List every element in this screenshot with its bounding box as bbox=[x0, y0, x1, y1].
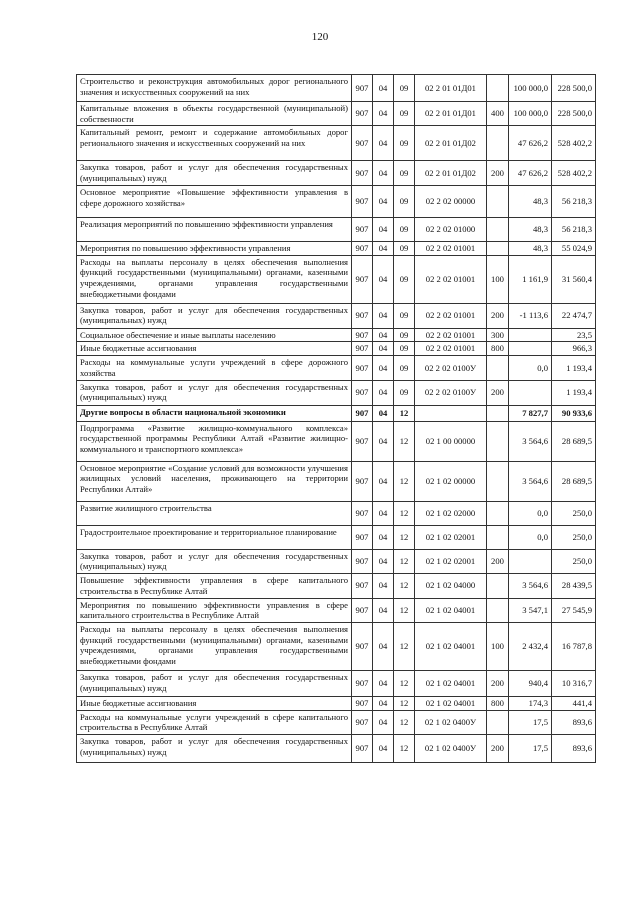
cell-admin-code: 907 bbox=[352, 328, 373, 342]
cell-target-article: 02 2 02 0100У bbox=[415, 356, 487, 380]
table-row bbox=[77, 185, 596, 217]
cell-admin-code: 907 bbox=[352, 461, 373, 501]
cell-name: Мероприятия по повышению эффективности управления bbox=[77, 241, 352, 255]
cell-name: Строительство и реконструкция автомобильных дорог регионального значения и искусственных сооружений на них bbox=[77, 75, 352, 102]
table-row bbox=[77, 342, 596, 356]
cell-expense-type bbox=[487, 525, 509, 549]
cell-section: 04 bbox=[373, 356, 394, 380]
cell-change-amount: 7 827,7 bbox=[509, 405, 552, 421]
cell-section: 04 bbox=[373, 303, 394, 328]
cell-admin-code: 907 bbox=[352, 598, 373, 622]
cell-subsection: 12 bbox=[394, 525, 415, 549]
cell-expense-type bbox=[487, 126, 509, 161]
cell-expense-type bbox=[487, 598, 509, 622]
cell-section: 04 bbox=[373, 328, 394, 342]
cell-name: Расходы на коммунальные услуги учреждений в сфере дорожного хозяйства bbox=[77, 356, 352, 380]
cell-total-amount: 56 218,3 bbox=[552, 185, 596, 217]
cell-section: 04 bbox=[373, 185, 394, 217]
table-row bbox=[77, 710, 596, 734]
cell-total-amount: 27 545,9 bbox=[552, 598, 596, 622]
cell-target-article: 02 1 02 04001 bbox=[415, 598, 487, 622]
cell-total-amount: 56 218,3 bbox=[552, 217, 596, 241]
cell-target-article: 02 1 02 02000 bbox=[415, 501, 487, 525]
cell-total-amount: 250,0 bbox=[552, 525, 596, 549]
cell-expense-type: 100 bbox=[487, 623, 509, 671]
cell-expense-type bbox=[487, 501, 509, 525]
table-row bbox=[77, 671, 596, 697]
cell-total-amount: 28 439,5 bbox=[552, 574, 596, 598]
cell-target-article: 02 1 02 0400У bbox=[415, 710, 487, 734]
cell-total-amount: 31 560,4 bbox=[552, 255, 596, 303]
cell-name: Градостроительное проектирование и территориальное планирование bbox=[77, 525, 352, 549]
cell-name: Расходы на выплаты персоналу в целях обеспечения выполнения функций государственными (муниципальными) органами, казенными учреждениями, органами управления государственными внебюджетными фондами bbox=[77, 623, 352, 671]
cell-change-amount: 3 547,1 bbox=[509, 598, 552, 622]
cell-section: 04 bbox=[373, 342, 394, 356]
cell-change-amount: -1 113,6 bbox=[509, 303, 552, 328]
cell-target-article: 02 1 02 04001 bbox=[415, 623, 487, 671]
cell-change-amount: 0,0 bbox=[509, 525, 552, 549]
cell-total-amount: 16 787,8 bbox=[552, 623, 596, 671]
table-row bbox=[77, 421, 596, 461]
cell-target-article: 02 2 01 01Д01 bbox=[415, 75, 487, 102]
cell-subsection: 09 bbox=[394, 356, 415, 380]
cell-target-article bbox=[415, 405, 487, 421]
cell-change-amount bbox=[509, 328, 552, 342]
cell-target-article: 02 1 02 04001 bbox=[415, 697, 487, 711]
cell-total-amount: 23,5 bbox=[552, 328, 596, 342]
cell-expense-type: 200 bbox=[487, 735, 509, 763]
cell-section: 04 bbox=[373, 501, 394, 525]
cell-expense-type bbox=[487, 75, 509, 102]
cell-subsection: 09 bbox=[394, 126, 415, 161]
cell-subsection: 12 bbox=[394, 549, 415, 573]
cell-total-amount: 1 193,4 bbox=[552, 356, 596, 380]
cell-admin-code: 907 bbox=[352, 574, 373, 598]
cell-expense-type bbox=[487, 710, 509, 734]
cell-name: Основное мероприятие «Повышение эффективности управления в сфере дорожного хозяйства» bbox=[77, 185, 352, 217]
cell-name: Подпрограмма «Развитие жилищно-коммунального комплекса» государственной программы Республики Алтай «Развитие жилищно-коммунального и транспортного комплекса» bbox=[77, 421, 352, 461]
cell-section: 04 bbox=[373, 241, 394, 255]
cell-target-article: 02 2 02 01000 bbox=[415, 217, 487, 241]
cell-section: 04 bbox=[373, 598, 394, 622]
cell-change-amount: 2 432,4 bbox=[509, 623, 552, 671]
cell-section: 04 bbox=[373, 623, 394, 671]
cell-change-amount: 174,3 bbox=[509, 697, 552, 711]
cell-subsection: 12 bbox=[394, 461, 415, 501]
cell-subsection: 09 bbox=[394, 102, 415, 126]
cell-name: Развитие жилищного строительства bbox=[77, 501, 352, 525]
cell-total-amount: 528 402,2 bbox=[552, 126, 596, 161]
cell-name: Расходы на коммунальные услуги учреждений в сфере капитального строительства в Республике Алтай bbox=[77, 710, 352, 734]
budget-table-body bbox=[77, 75, 596, 763]
cell-admin-code: 907 bbox=[352, 342, 373, 356]
table-row bbox=[77, 461, 596, 501]
cell-expense-type bbox=[487, 461, 509, 501]
cell-change-amount: 0,0 bbox=[509, 356, 552, 380]
cell-section: 04 bbox=[373, 126, 394, 161]
cell-name: Расходы на выплаты персоналу в целях обеспечения выполнения функций государственными (муниципальными) органами, казенными учреждениями, органами управления государственными внебюджетными фондами bbox=[77, 255, 352, 303]
cell-expense-type bbox=[487, 217, 509, 241]
cell-subsection: 12 bbox=[394, 405, 415, 421]
cell-subsection: 12 bbox=[394, 697, 415, 711]
cell-target-article: 02 2 02 01001 bbox=[415, 342, 487, 356]
cell-change-amount: 3 564,6 bbox=[509, 461, 552, 501]
cell-admin-code: 907 bbox=[352, 549, 373, 573]
table-row bbox=[77, 126, 596, 161]
cell-total-amount: 893,6 bbox=[552, 735, 596, 763]
cell-admin-code: 907 bbox=[352, 421, 373, 461]
cell-section: 04 bbox=[373, 161, 394, 185]
cell-change-amount: 17,5 bbox=[509, 735, 552, 763]
cell-total-amount: 966,3 bbox=[552, 342, 596, 356]
cell-subsection: 12 bbox=[394, 501, 415, 525]
cell-admin-code: 907 bbox=[352, 185, 373, 217]
cell-change-amount: 48,3 bbox=[509, 185, 552, 217]
cell-subsection: 12 bbox=[394, 421, 415, 461]
cell-name: Закупка товаров, работ и услуг для обеспечения государственных (муниципальных) нужд bbox=[77, 671, 352, 697]
cell-name: Повышение эффективности управления в сфере капитального строительства в Республике Алтай bbox=[77, 574, 352, 598]
cell-name: Социальное обеспечение и иные выплаты населению bbox=[77, 328, 352, 342]
cell-subsection: 12 bbox=[394, 598, 415, 622]
cell-subsection: 09 bbox=[394, 185, 415, 217]
cell-total-amount: 10 316,7 bbox=[552, 671, 596, 697]
table-row bbox=[77, 303, 596, 328]
cell-total-amount: 228 500,0 bbox=[552, 75, 596, 102]
budget-table bbox=[76, 74, 596, 763]
cell-target-article: 02 1 02 04001 bbox=[415, 671, 487, 697]
cell-total-amount: 250,0 bbox=[552, 549, 596, 573]
cell-name: Основное мероприятие «Создание условий для возможности улучшения жилищных условий населения, проживающего на территории Республики Алтай» bbox=[77, 461, 352, 501]
table-row bbox=[77, 217, 596, 241]
cell-target-article: 02 1 02 02001 bbox=[415, 525, 487, 549]
cell-section: 04 bbox=[373, 255, 394, 303]
cell-subsection: 12 bbox=[394, 710, 415, 734]
cell-name: Закупка товаров, работ и услуг для обеспечения государственных (муниципальных) нужд bbox=[77, 735, 352, 763]
cell-subsection: 12 bbox=[394, 671, 415, 697]
cell-total-amount: 22 474,7 bbox=[552, 303, 596, 328]
table-row bbox=[77, 356, 596, 380]
cell-subsection: 09 bbox=[394, 380, 415, 405]
cell-name: Другие вопросы в области национальной экономики bbox=[77, 405, 352, 421]
cell-expense-type: 800 bbox=[487, 697, 509, 711]
cell-subsection: 09 bbox=[394, 303, 415, 328]
cell-expense-type: 800 bbox=[487, 342, 509, 356]
cell-section: 04 bbox=[373, 735, 394, 763]
cell-change-amount: 100 000,0 bbox=[509, 102, 552, 126]
table-row bbox=[77, 598, 596, 622]
cell-total-amount: 55 024,9 bbox=[552, 241, 596, 255]
cell-name: Иные бюджетные ассигнования bbox=[77, 342, 352, 356]
cell-change-amount: 48,3 bbox=[509, 241, 552, 255]
cell-subsection: 09 bbox=[394, 328, 415, 342]
cell-target-article: 02 1 00 00000 bbox=[415, 421, 487, 461]
cell-section: 04 bbox=[373, 217, 394, 241]
cell-admin-code: 907 bbox=[352, 161, 373, 185]
cell-total-amount: 90 933,6 bbox=[552, 405, 596, 421]
cell-change-amount: 100 000,0 bbox=[509, 75, 552, 102]
cell-admin-code: 907 bbox=[352, 217, 373, 241]
table-row bbox=[77, 623, 596, 671]
table-row bbox=[77, 525, 596, 549]
cell-admin-code: 907 bbox=[352, 623, 373, 671]
cell-name: Капитальный ремонт, ремонт и содержание автомобильных дорог регионального значения и искусственных сооружений на них bbox=[77, 126, 352, 161]
cell-expense-type: 100 bbox=[487, 255, 509, 303]
cell-change-amount: 3 564,6 bbox=[509, 421, 552, 461]
cell-target-article: 02 1 02 0400У bbox=[415, 735, 487, 763]
cell-expense-type: 200 bbox=[487, 671, 509, 697]
cell-expense-type: 200 bbox=[487, 303, 509, 328]
page-number: 120 bbox=[311, 31, 329, 43]
cell-total-amount: 28 689,5 bbox=[552, 461, 596, 501]
table-row bbox=[77, 405, 596, 421]
cell-expense-type bbox=[487, 356, 509, 380]
cell-admin-code: 907 bbox=[352, 710, 373, 734]
cell-target-article: 02 2 02 01001 bbox=[415, 241, 487, 255]
cell-change-amount: 0,0 bbox=[509, 501, 552, 525]
cell-change-amount: 1 161,9 bbox=[509, 255, 552, 303]
cell-expense-type: 200 bbox=[487, 380, 509, 405]
table-row bbox=[77, 574, 596, 598]
cell-section: 04 bbox=[373, 549, 394, 573]
cell-target-article: 02 1 02 02001 bbox=[415, 549, 487, 573]
cell-target-article: 02 1 02 04000 bbox=[415, 574, 487, 598]
cell-total-amount: 28 689,5 bbox=[552, 421, 596, 461]
cell-admin-code: 907 bbox=[352, 102, 373, 126]
cell-admin-code: 907 bbox=[352, 255, 373, 303]
cell-admin-code: 907 bbox=[352, 671, 373, 697]
cell-name: Иные бюджетные ассигнования bbox=[77, 697, 352, 711]
cell-subsection: 12 bbox=[394, 735, 415, 763]
cell-admin-code: 907 bbox=[352, 303, 373, 328]
cell-target-article: 02 2 01 01Д02 bbox=[415, 126, 487, 161]
cell-name: Капитальные вложения в объекты государственной (муниципальной) собственности bbox=[77, 102, 352, 126]
cell-name: Закупка товаров, работ и услуг для обеспечения государственных (муниципальных) нужд bbox=[77, 380, 352, 405]
cell-total-amount: 528 402,2 bbox=[552, 161, 596, 185]
cell-total-amount: 250,0 bbox=[552, 501, 596, 525]
cell-change-amount bbox=[509, 380, 552, 405]
cell-subsection: 09 bbox=[394, 161, 415, 185]
cell-subsection: 09 bbox=[394, 342, 415, 356]
table-row bbox=[77, 549, 596, 573]
cell-section: 04 bbox=[373, 710, 394, 734]
cell-admin-code: 907 bbox=[352, 501, 373, 525]
cell-name: Мероприятия по повышению эффективности управления в сфере капитального строительства в Республике Алтай bbox=[77, 598, 352, 622]
cell-expense-type bbox=[487, 421, 509, 461]
table-row bbox=[77, 697, 596, 711]
cell-admin-code: 907 bbox=[352, 697, 373, 711]
cell-section: 04 bbox=[373, 380, 394, 405]
cell-section: 04 bbox=[373, 75, 394, 102]
table-row bbox=[77, 255, 596, 303]
table-row bbox=[77, 501, 596, 525]
table-row bbox=[77, 241, 596, 255]
cell-section: 04 bbox=[373, 102, 394, 126]
cell-section: 04 bbox=[373, 671, 394, 697]
cell-target-article: 02 1 02 00000 bbox=[415, 461, 487, 501]
cell-change-amount: 3 564,6 bbox=[509, 574, 552, 598]
cell-section: 04 bbox=[373, 697, 394, 711]
cell-target-article: 02 2 02 00000 bbox=[415, 185, 487, 217]
cell-expense-type: 300 bbox=[487, 328, 509, 342]
cell-subsection: 09 bbox=[394, 75, 415, 102]
cell-change-amount bbox=[509, 549, 552, 573]
table-row bbox=[77, 735, 596, 763]
cell-target-article: 02 2 02 01001 bbox=[415, 328, 487, 342]
cell-name: Закупка товаров, работ и услуг для обеспечения государственных (муниципальных) нужд bbox=[77, 303, 352, 328]
cell-name: Закупка товаров, работ и услуг для обеспечения государственных (муниципальных) нужд bbox=[77, 161, 352, 185]
cell-admin-code: 907 bbox=[352, 356, 373, 380]
cell-expense-type bbox=[487, 405, 509, 421]
cell-section: 04 bbox=[373, 574, 394, 598]
cell-total-amount: 893,6 bbox=[552, 710, 596, 734]
cell-change-amount: 47 626,2 bbox=[509, 161, 552, 185]
cell-subsection: 12 bbox=[394, 623, 415, 671]
cell-change-amount bbox=[509, 342, 552, 356]
cell-name: Закупка товаров, работ и услуг для обеспечения государственных (муниципальных) нужд bbox=[77, 549, 352, 573]
cell-admin-code: 907 bbox=[352, 525, 373, 549]
cell-change-amount: 47 626,2 bbox=[509, 126, 552, 161]
cell-name: Реализация мероприятий по повышению эффективности управления bbox=[77, 217, 352, 241]
cell-subsection: 09 bbox=[394, 241, 415, 255]
cell-section: 04 bbox=[373, 525, 394, 549]
cell-target-article: 02 2 01 01Д01 bbox=[415, 102, 487, 126]
cell-expense-type: 400 bbox=[487, 102, 509, 126]
cell-subsection: 12 bbox=[394, 574, 415, 598]
cell-change-amount: 17,5 bbox=[509, 710, 552, 734]
cell-target-article: 02 2 02 01001 bbox=[415, 255, 487, 303]
cell-section: 04 bbox=[373, 405, 394, 421]
cell-expense-type: 200 bbox=[487, 161, 509, 185]
table-row bbox=[77, 161, 596, 185]
table-row bbox=[77, 328, 596, 342]
cell-section: 04 bbox=[373, 461, 394, 501]
cell-target-article: 02 2 02 01001 bbox=[415, 303, 487, 328]
cell-expense-type bbox=[487, 241, 509, 255]
cell-admin-code: 907 bbox=[352, 126, 373, 161]
cell-change-amount: 940,4 bbox=[509, 671, 552, 697]
cell-subsection: 09 bbox=[394, 217, 415, 241]
cell-section: 04 bbox=[373, 421, 394, 461]
cell-admin-code: 907 bbox=[352, 241, 373, 255]
cell-target-article: 02 2 01 01Д02 bbox=[415, 161, 487, 185]
cell-change-amount: 48,3 bbox=[509, 217, 552, 241]
cell-expense-type: 200 bbox=[487, 549, 509, 573]
cell-expense-type bbox=[487, 574, 509, 598]
table-row bbox=[77, 75, 596, 102]
table-row bbox=[77, 102, 596, 126]
cell-target-article: 02 2 02 0100У bbox=[415, 380, 487, 405]
cell-admin-code: 907 bbox=[352, 75, 373, 102]
cell-expense-type bbox=[487, 185, 509, 217]
cell-subsection: 09 bbox=[394, 255, 415, 303]
cell-total-amount: 228 500,0 bbox=[552, 102, 596, 126]
cell-admin-code: 907 bbox=[352, 380, 373, 405]
cell-admin-code: 907 bbox=[352, 735, 373, 763]
cell-total-amount: 441,4 bbox=[552, 697, 596, 711]
table-row bbox=[77, 380, 596, 405]
cell-total-amount: 1 193,4 bbox=[552, 380, 596, 405]
cell-admin-code: 907 bbox=[352, 405, 373, 421]
